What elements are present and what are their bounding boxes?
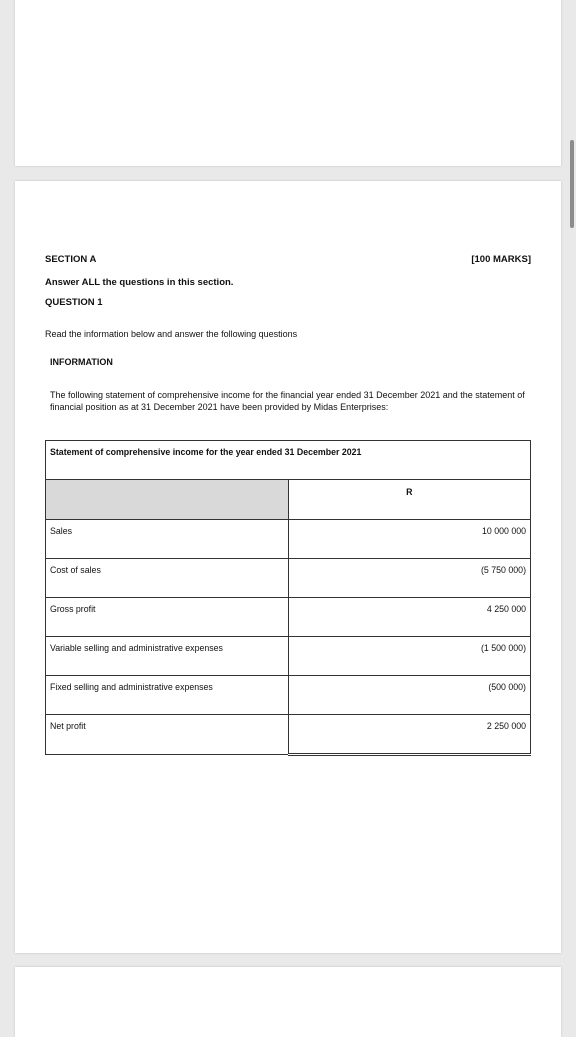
row-label: Sales (46, 520, 289, 559)
row-label: Fixed selling and administrative expenses (46, 676, 289, 715)
row-label: Cost of sales (46, 559, 289, 598)
row-label: Gross profit (46, 598, 289, 637)
row-amount: (500 000) (288, 676, 531, 715)
question-title: QUESTION 1 (45, 297, 103, 308)
table-title: Statement of comprehensive income for the year ended 31 December 2021 (46, 441, 531, 480)
table-header-row (46, 480, 531, 520)
section-instruction: Answer ALL the questions in this section. (45, 277, 234, 288)
row-label: Net profit (46, 715, 289, 755)
table-row (46, 676, 531, 715)
next-page (15, 967, 561, 1037)
row-label: Variable selling and administrative expenses (46, 637, 289, 676)
scrollbar[interactable] (570, 140, 574, 228)
table-row (46, 598, 531, 637)
previous-page (15, 0, 561, 166)
information-heading: INFORMATION (50, 357, 113, 367)
header-blank-cell (46, 480, 289, 520)
row-amount: (5 750 000) (288, 559, 531, 598)
row-amount: 4 250 000 (288, 598, 531, 637)
section-header (45, 254, 531, 268)
table-title-row (46, 441, 531, 480)
information-paragraph: The following statement of comprehensive income for the financial year ended 31 December 2021 and the statement of financial position as at 31 December 2021 have been provided by Midas Enterprises: (50, 390, 525, 412)
table-row (46, 715, 531, 755)
row-amount: 2 250 000 (288, 715, 531, 755)
table-row (46, 637, 531, 676)
table-row (46, 520, 531, 559)
currency-header: R (288, 480, 531, 520)
section-title: SECTION A (45, 254, 97, 265)
read-instruction: Read the information below and answer the following questions (45, 329, 298, 339)
section-marks: [100 MARKS] (471, 254, 531, 265)
row-amount: 10 000 000 (288, 520, 531, 559)
table-row (46, 559, 531, 598)
row-amount: (1 500 000) (288, 637, 531, 676)
income-statement-table (45, 440, 531, 756)
